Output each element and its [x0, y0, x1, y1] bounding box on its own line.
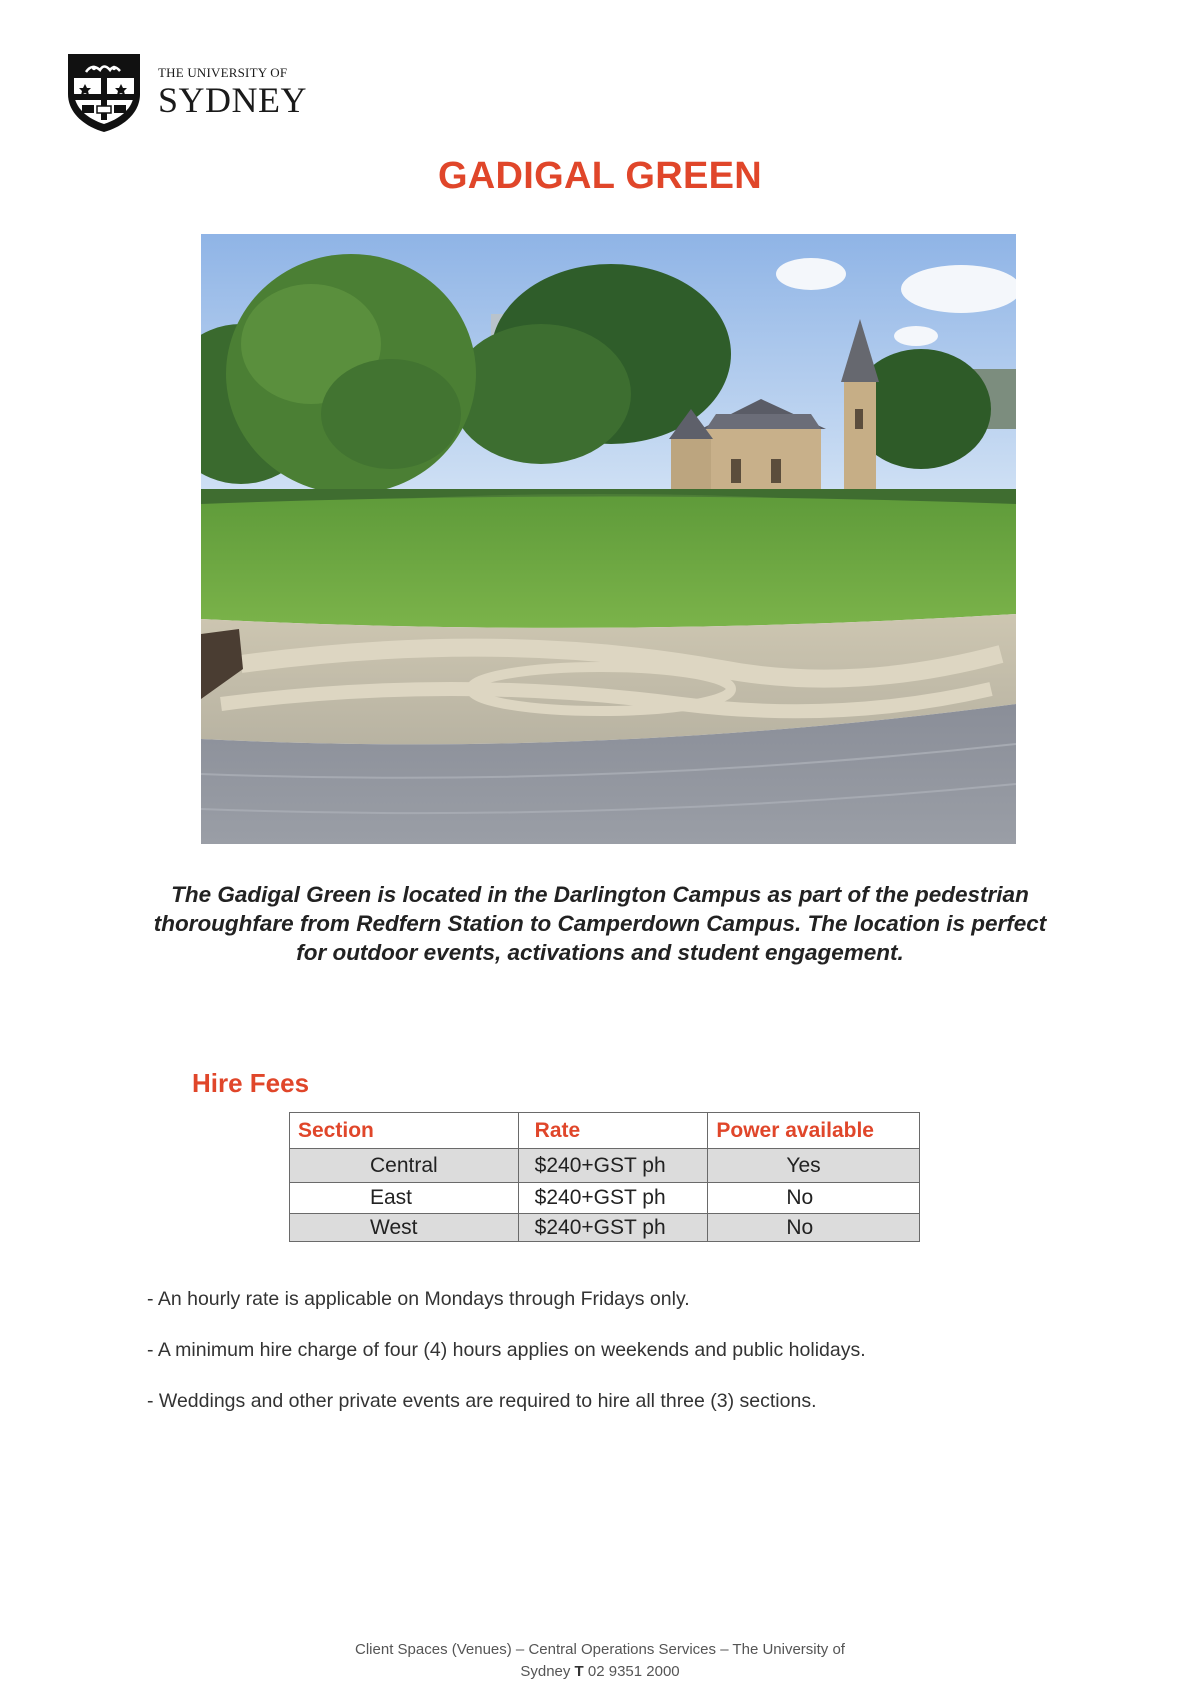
logo-line-1: THE UNIVERSITY OF: [158, 65, 288, 80]
hire-fees-table: [289, 1112, 920, 1242]
footer-phone: 02 9351 2000: [583, 1663, 680, 1680]
university-crest-icon: [64, 50, 144, 134]
note-item: - Weddings and other private events are required to hire all three (3) sections.: [147, 1390, 817, 1412]
cell-power: No: [708, 1214, 920, 1242]
venue-description: The Gadigal Green is located in the Darlington Campus as part of the pedestrian thoroughfare from Redfern Station to Camperdown Campus. The location is perfect for outdoor events, activations and student engagement.: [153, 882, 1047, 965]
hire-notes: [147, 1285, 866, 1438]
note-item: - A minimum hire charge of four (4) hours applies on weekends and public holidays.: [147, 1339, 866, 1361]
cell-section: Central: [290, 1149, 519, 1183]
footer-line-1: Client Spaces (Venues) – Central Operations Services – The University of: [355, 1641, 845, 1658]
table-row: [290, 1183, 920, 1214]
table-row: [290, 1214, 920, 1242]
cell-rate: $240+GST ph: [518, 1183, 708, 1214]
column-header-section: Section: [290, 1113, 519, 1149]
cell-rate: $240+GST ph: [518, 1214, 708, 1242]
column-header-power: Power available: [708, 1113, 920, 1149]
column-header-rate: Rate: [518, 1113, 708, 1149]
cell-section: West: [290, 1214, 519, 1242]
venue-photo: [201, 234, 1016, 844]
university-logo: [64, 50, 307, 134]
university-wordmark: [158, 66, 307, 118]
footer-phone-label: T: [574, 1663, 584, 1680]
cell-power: Yes: [708, 1149, 920, 1183]
cell-section: East: [290, 1183, 519, 1214]
table-header-row: [290, 1113, 920, 1149]
footer-line-2: [0, 1661, 1200, 1683]
note-item: - An hourly rate is applicable on Mondays through Fridays only.: [147, 1288, 690, 1310]
logo-line-2: SYDNEY: [158, 80, 308, 120]
page-footer: [0, 1639, 1200, 1683]
cell-rate: $240+GST ph: [518, 1149, 708, 1183]
cell-power: No: [708, 1183, 920, 1214]
footer-city: Sydney: [520, 1663, 575, 1680]
hire-fees-heading: Hire Fees: [192, 1068, 310, 1098]
page-title: GADIGAL GREEN: [437, 155, 763, 197]
table-row: [290, 1149, 920, 1183]
